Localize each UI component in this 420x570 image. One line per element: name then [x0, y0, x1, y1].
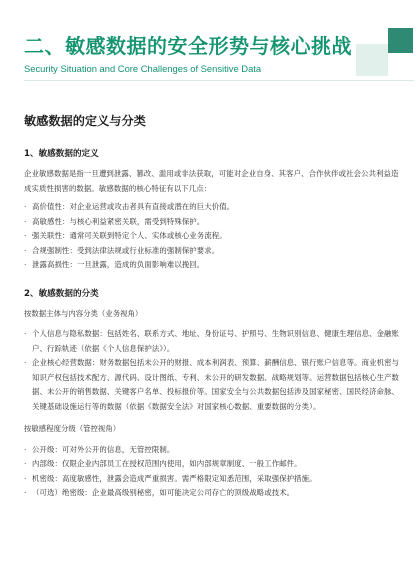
list-item: · 企业核心经营数据：财务数据包括未公开的财报、成本利润表、预算、薪酬信息、银行账户信息等。商业机密与知识产权包括技术配方、源代码、设计图纸、专利、未公开的研发数据、战略规划等。运营数据包括核心生产数据、未公开的销售数据、关键客户名单、投标报价等。国家安全与公共数据包括涉及国家秘密、国民经济命脉、关键基础设施运行等的数据（依据《数据安全法》对国家核心数据、重要数据的分类）。 [24, 356, 406, 414]
feature-item: · 强关联性：通常可关联到特定个人、实体或核心业务流程。 [24, 229, 406, 244]
subject-classification-label: 按数据主体与内容分类（业务视角） [24, 308, 143, 318]
list-item: · 机密级：高度敏感性，泄露会造成严重损害。需严格限定知悉范围，采取强保护措施。 [24, 472, 406, 487]
subject-classification-list [24, 327, 406, 414]
level-classification-list [24, 443, 406, 501]
definition-heading: 1、敏感数据的定义 [24, 149, 99, 159]
decorative-square-light [356, 44, 388, 76]
list-item: · 个人信息与隐私数据：包括姓名、联系方式、地址、身份证号、护照号、生物识别信息、健康生理信息、金融账户、行踪轨迹（依据《个人信息保护法》）。 [24, 327, 406, 356]
feature-list [24, 200, 406, 273]
decorative-square-dark [388, 28, 413, 53]
list-item: · 公开级：可对外公开的信息，无管控限制。 [24, 443, 406, 458]
main-content [24, 112, 406, 501]
level-classification-label: 按敏感程度分级（管控视角） [24, 424, 121, 433]
page-title: 二、敏感数据的安全形势与核心挑战 [24, 34, 352, 58]
page-subtitle: Security Situation and Core Challenges of Sensitive Data [24, 63, 262, 74]
feature-item: · 高敏感性：与核心利益紧密关联，需受到特殊保护。 [24, 215, 406, 230]
header-divider [24, 80, 414, 81]
feature-item: · 泄露高损性：一旦泄露，造成的负面影响难以挽回。 [24, 258, 406, 273]
classification-heading: 2、敏感数据的分类 [24, 288, 99, 299]
list-item: · （可选）绝密级：企业最高级别秘密，如可能决定公司存亡的顶级战略或技术。 [24, 486, 406, 501]
feature-item: · 合规强制性：受到法律法规或行业标准的强制保护要求。 [24, 244, 406, 259]
section-title: 敏感数据的定义与分类 [24, 114, 146, 128]
feature-item: · 高价值性：对企业运营或攻击者具有直接或潜在的巨大价值。 [24, 200, 406, 215]
definition-paragraph: 企业敏感数据是指一旦遭到泄露、篡改、滥用或非法获取，可能对企业自身、其客户、合作伙伴或社会公共利益造成实质性损害的数据。敏感数据的核心特征有以下几点： [24, 169, 399, 193]
list-item: · 内部级：仅限企业内部员工在授权范围内使用，如内部规章制度、一般工作邮件。 [24, 457, 406, 472]
